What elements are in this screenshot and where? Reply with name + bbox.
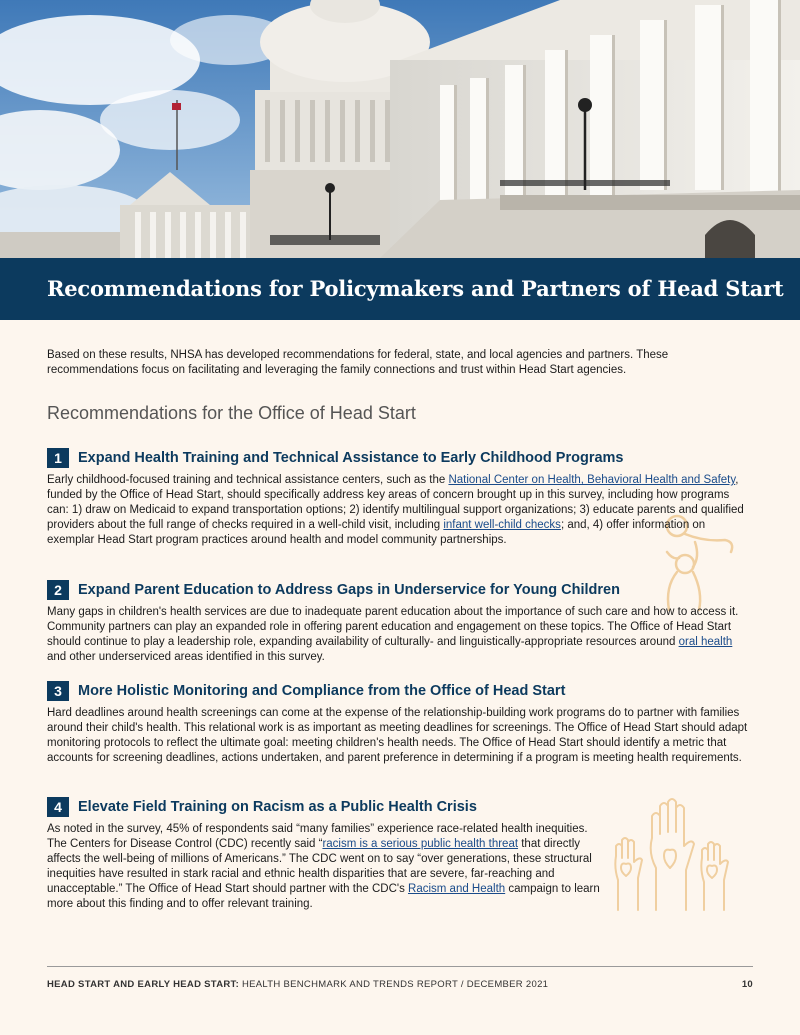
link-racism-public-health-threat[interactable]: racism is a serious public health threat bbox=[322, 838, 519, 850]
rec-text: As noted in the survey, 45% of respondents said “many families” experience race-related health inequities. The Centers for Disease Control (CDC) recently said “ bbox=[47, 823, 588, 850]
rec-number-badge: 4 bbox=[47, 797, 69, 817]
page-title: Recommendations for Policymakers and Partners of Head Start bbox=[47, 276, 784, 301]
rec-number-badge: 1 bbox=[47, 448, 69, 468]
rec-text: that directly affects the well-being of millions of Americans.” The CDC went on to say “over generations, these structural inequities have resulted in stark racial and ethnic health disparities that are severe, far-reaching and unacceptable.” The Office of Head Start should partner with the CDC's bbox=[47, 838, 592, 895]
title-banner bbox=[0, 258, 800, 320]
footer-date: DECEMBER 2021 bbox=[466, 979, 549, 990]
rec-text: campaign to learn more about this finding and to offer relevant training. bbox=[47, 883, 600, 910]
section-subheading: Recommendations for the Office of Head Start bbox=[47, 403, 416, 423]
rec-title: Expand Health Training and Technical Assistance to Early Childhood Programs bbox=[78, 450, 624, 466]
footer-divider bbox=[47, 966, 753, 967]
page-footer bbox=[47, 979, 753, 990]
rec-number-badge: 2 bbox=[47, 580, 69, 600]
link-oral-health[interactable]: oral health bbox=[678, 636, 733, 648]
link-racism-and-health[interactable]: Racism and Health bbox=[408, 883, 506, 895]
rec-title: Elevate Field Training on Racism as a Public Health Crisis bbox=[78, 799, 477, 815]
rec-body bbox=[47, 473, 753, 548]
rec-title: Expand Parent Education to Address Gaps in Underservice for Young Children bbox=[78, 582, 620, 598]
recommendation-3 bbox=[47, 681, 753, 766]
page-number: 10 bbox=[741, 979, 753, 990]
rec-number-badge: 3 bbox=[47, 681, 69, 701]
footer-separator: / bbox=[457, 979, 467, 990]
link-infant-well-child-checks[interactable]: infant well-child checks bbox=[443, 519, 561, 531]
footer-report-title: HEALTH BENCHMARK AND TRENDS REPORT bbox=[239, 979, 458, 990]
rec-title: More Holistic Monitoring and Compliance from the Office of Head Start bbox=[78, 683, 566, 699]
link-national-center-health[interactable]: National Center on Health, Behavioral Health and Safety bbox=[448, 474, 736, 486]
hero-photo-capitol bbox=[0, 0, 800, 258]
footer-report-series: HEAD START AND EARLY HEAD START: bbox=[47, 979, 240, 990]
rec-body bbox=[47, 822, 607, 912]
rec-text: , funded by the Office of Head Start, should specifically address key areas of concern brought up in this survey, including how programs can: 1) draw on Medicaid to expand transportation options; 2) identify multilingual support organizations; 3) educate parents and qualified providers about the full range of checks required in a well-child visit, including bbox=[47, 474, 744, 531]
rec-text: ; and, 4) offer information on exemplar Head Start program practices around health and model community partnerships. bbox=[47, 519, 706, 546]
recommendation-2 bbox=[47, 580, 753, 665]
intro-paragraph: Based on these results, NHSA has developed recommendations for federal, state, and local agencies and partners. These recommendations focus on facilitating and leveraging the family connections and trust within Head Start agencies. bbox=[47, 349, 669, 376]
rec-text: Many gaps in children's health services are due to inadequate parent education about the importance of such care and how to access it. Community partners can play an expanded role in offering parent education and engagement on these topics. The Office of Head Start should continue to play a leadership role, expanding availability of culturally- and linguistically-appropriate resources around bbox=[47, 606, 739, 648]
rec-text: Early childhood-focused training and technical assistance centers, such as the bbox=[47, 474, 449, 486]
recommendation-1 bbox=[47, 448, 753, 548]
rec-text: and other underserviced areas identified in this survey. bbox=[47, 651, 325, 663]
rec-body: Hard deadlines around health screenings can come at the expense of the relationship-building work programs do to partner with families around their child's health. This relational work is as important as meeting deadlines for screenings. The Office of Head Start should adapt monitoring protocols to reflect the ultimate goal: meeting children's health needs. The Office of Head Start should identify a metric that accounts for screening deadlines, actions undertaken, and parent preference in determining if a program is meeting health requirements. bbox=[47, 707, 748, 764]
recommendation-4 bbox=[47, 797, 753, 912]
rec-body bbox=[47, 605, 753, 665]
